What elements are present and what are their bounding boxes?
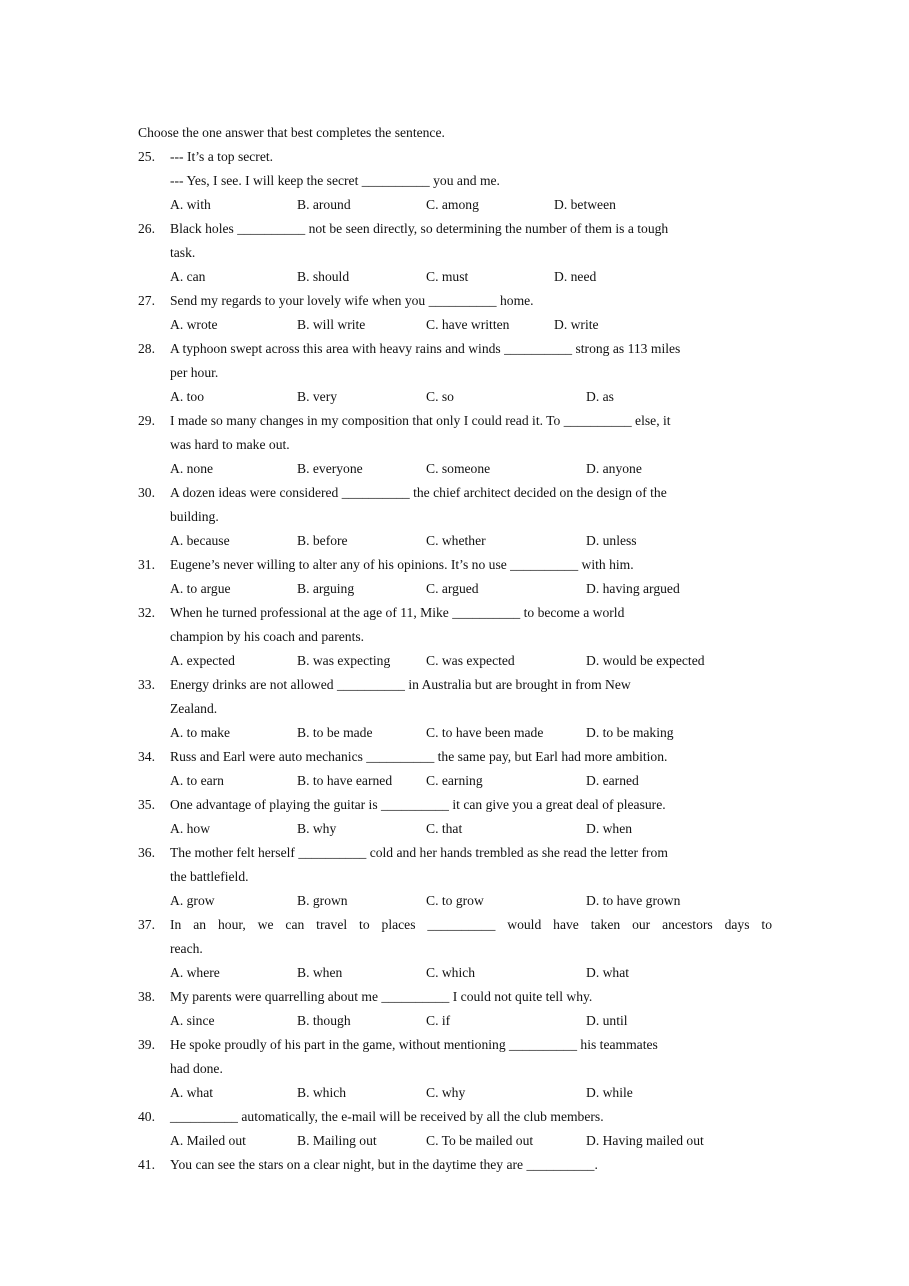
answer-options xyxy=(170,1081,909,1105)
answer-options xyxy=(170,1009,909,1033)
answer-options xyxy=(170,889,909,913)
answer-options xyxy=(170,265,909,289)
question-item xyxy=(0,145,909,217)
option-c: C. whether xyxy=(426,533,486,548)
option-c: C. must xyxy=(426,269,469,284)
option-d: D. to be making xyxy=(586,725,674,740)
question-number: 33. xyxy=(138,677,155,692)
question-text-line: Send my regards to your lovely wife when you __________ home. xyxy=(170,293,534,308)
option-a: A. how xyxy=(170,821,211,836)
option-c: C. was expected xyxy=(426,653,515,668)
question-item xyxy=(0,1033,909,1105)
answer-options xyxy=(170,769,909,793)
question-text-line: A dozen ideas were considered __________ the chief architect decided on the design of the xyxy=(170,485,667,500)
option-d: D. what xyxy=(586,965,630,980)
option-b: B. around xyxy=(297,197,351,212)
question-number: 38. xyxy=(138,989,155,1004)
option-b: B. will write xyxy=(297,317,366,332)
option-a: A. too xyxy=(170,389,204,404)
option-a: A. what xyxy=(170,1085,214,1100)
question-text-line: Russ and Earl were auto mechanics __________ the same pay, but Earl had more ambition. xyxy=(170,749,668,764)
option-c: C. have written xyxy=(426,317,510,332)
option-d: D. earned xyxy=(586,773,639,788)
question-text-line: task. xyxy=(170,245,196,260)
option-d: D. as xyxy=(586,389,614,404)
option-c: C. why xyxy=(426,1085,466,1100)
option-d: D. would be expected xyxy=(586,653,705,668)
question-item xyxy=(0,913,909,985)
answer-options xyxy=(170,529,909,553)
question-text-line: the battlefield. xyxy=(170,869,249,884)
question-text-line: was hard to make out. xyxy=(170,437,290,452)
option-c: C. which xyxy=(426,965,476,980)
option-c: C. to have been made xyxy=(426,725,544,740)
option-b: B. was expecting xyxy=(297,653,391,668)
option-c: C. someone xyxy=(426,461,491,476)
question-item xyxy=(0,1153,909,1177)
question-text-line: You can see the stars on a clear night, but in the daytime they are __________. xyxy=(170,1157,598,1172)
answer-options xyxy=(170,961,909,985)
question-number: 41. xyxy=(138,1157,155,1172)
answer-options xyxy=(170,817,909,841)
question-item xyxy=(0,985,909,1033)
option-a: A. because xyxy=(170,533,230,548)
option-a: A. to make xyxy=(170,725,231,740)
question-text-line: had done. xyxy=(170,1061,223,1076)
question-number: 32. xyxy=(138,605,155,620)
answer-options xyxy=(170,313,909,337)
option-c: C. To be mailed out xyxy=(426,1133,534,1148)
question-text-line: One advantage of playing the guitar is __________ it can give you a great deal of pleasure. xyxy=(170,797,666,812)
question-number: 31. xyxy=(138,557,155,572)
option-a: A. wrote xyxy=(170,317,218,332)
option-d: D. need xyxy=(554,269,597,284)
question-text-line: The mother felt herself __________ cold and her hands trembled as she read the letter from xyxy=(170,845,668,860)
option-d: D. Having mailed out xyxy=(586,1133,704,1148)
question-number: 36. xyxy=(138,845,155,860)
answer-options xyxy=(170,721,909,745)
option-c: C. if xyxy=(426,1013,451,1028)
option-a: A. can xyxy=(170,269,206,284)
question-item xyxy=(0,409,909,481)
answer-options xyxy=(170,577,909,601)
question-text-line: Zealand. xyxy=(170,701,218,716)
option-b: B. to be made xyxy=(297,725,373,740)
option-b: B. before xyxy=(297,533,348,548)
option-d: D. anyone xyxy=(586,461,642,476)
question-number: 30. xyxy=(138,485,155,500)
question-text-line: My parents were quarrelling about me __________ I could not quite tell why. xyxy=(170,989,593,1004)
answer-options xyxy=(170,193,909,217)
instruction-text: Choose the one answer that best completes the sentence. xyxy=(138,125,445,140)
question-item xyxy=(0,841,909,913)
question-text-line: champion by his coach and parents. xyxy=(170,629,365,644)
option-a: A. none xyxy=(170,461,214,476)
option-b: B. everyone xyxy=(297,461,363,476)
question-number: 28. xyxy=(138,341,155,356)
option-c: C. that xyxy=(426,821,463,836)
answer-options xyxy=(170,649,909,673)
question-number: 29. xyxy=(138,413,155,428)
option-a: A. where xyxy=(170,965,220,980)
question-text-line: He spoke proudly of his part in the game, without mentioning __________ his teammates xyxy=(170,1037,658,1052)
question-text-line: In an hour, we can travel to places __________ would have taken our ancestors days to xyxy=(170,917,772,932)
option-d: D. write xyxy=(554,317,599,332)
option-d: D. to have grown xyxy=(586,893,681,908)
question-item xyxy=(0,673,909,745)
question-text-line: reach. xyxy=(170,941,203,956)
question-text-line: __________ automatically, the e-mail will be received by all the club members. xyxy=(170,1109,604,1124)
option-a: A. expected xyxy=(170,653,235,668)
option-c: C. to grow xyxy=(426,893,484,908)
option-b: B. arguing xyxy=(297,581,355,596)
question-item xyxy=(0,601,909,673)
question-text-line: A typhoon swept across this area with heavy rains and winds __________ strong as 113 miles xyxy=(170,341,681,356)
option-a: A. with xyxy=(170,197,211,212)
question-text-line: --- Yes, I see. I will keep the secret __________ you and me. xyxy=(170,173,500,188)
option-a: A. to argue xyxy=(170,581,231,596)
option-a: A. to earn xyxy=(170,773,224,788)
question-text-line: Energy drinks are not allowed __________ in Australia but are brought in from New xyxy=(170,677,631,692)
question-number: 26. xyxy=(138,221,155,236)
question-text-line: Black holes __________ not be seen directly, so determining the number of them is a tough xyxy=(170,221,669,236)
option-d: D. while xyxy=(586,1085,633,1100)
question-number: 25. xyxy=(138,149,155,164)
question-item xyxy=(0,793,909,841)
option-b: B. why xyxy=(297,821,337,836)
option-b: B. to have earned xyxy=(297,773,393,788)
option-a: A. Mailed out xyxy=(170,1133,246,1148)
question-number: 35. xyxy=(138,797,155,812)
question-item xyxy=(0,553,909,601)
option-a: A. grow xyxy=(170,893,215,908)
answer-options xyxy=(170,457,909,481)
option-d: D. having argued xyxy=(586,581,680,596)
answer-options xyxy=(170,385,909,409)
option-d: D. until xyxy=(586,1013,628,1028)
option-b: B. when xyxy=(297,965,343,980)
question-number: 27. xyxy=(138,293,155,308)
option-c: C. among xyxy=(426,197,479,212)
question-item xyxy=(0,289,909,337)
question-text-line: When he turned professional at the age of 11, Mike __________ to become a world xyxy=(170,605,625,620)
question-text-line: per hour. xyxy=(170,365,219,380)
question-text-line: building. xyxy=(170,509,219,524)
option-c: C. argued xyxy=(426,581,479,596)
option-d: D. when xyxy=(586,821,633,836)
option-c: C. so xyxy=(426,389,454,404)
question-number: 39. xyxy=(138,1037,155,1052)
answer-options xyxy=(170,1129,909,1153)
question-item xyxy=(0,217,909,289)
question-number: 37. xyxy=(138,917,155,932)
question-list xyxy=(0,145,909,1177)
option-b: B. should xyxy=(297,269,350,284)
option-b: B. which xyxy=(297,1085,347,1100)
question-number: 34. xyxy=(138,749,155,764)
question-item xyxy=(0,337,909,409)
question-text-line: I made so many changes in my composition that only I could read it. To __________ else, it xyxy=(170,413,671,428)
option-d: D. unless xyxy=(586,533,637,548)
option-b: B. very xyxy=(297,389,338,404)
option-a: A. since xyxy=(170,1013,215,1028)
question-text-line: --- It’s a top secret. xyxy=(170,149,274,164)
question-item xyxy=(0,481,909,553)
option-b: B. grown xyxy=(297,893,348,908)
option-c: C. earning xyxy=(426,773,483,788)
option-b: B. Mailing out xyxy=(297,1133,377,1148)
question-number: 40. xyxy=(138,1109,155,1124)
option-d: D. between xyxy=(554,197,616,212)
option-b: B. though xyxy=(297,1013,351,1028)
question-text-line: Eugene’s never willing to alter any of his opinions. It’s no use __________ with him. xyxy=(170,557,634,572)
question-item xyxy=(0,745,909,793)
question-item xyxy=(0,1105,909,1153)
